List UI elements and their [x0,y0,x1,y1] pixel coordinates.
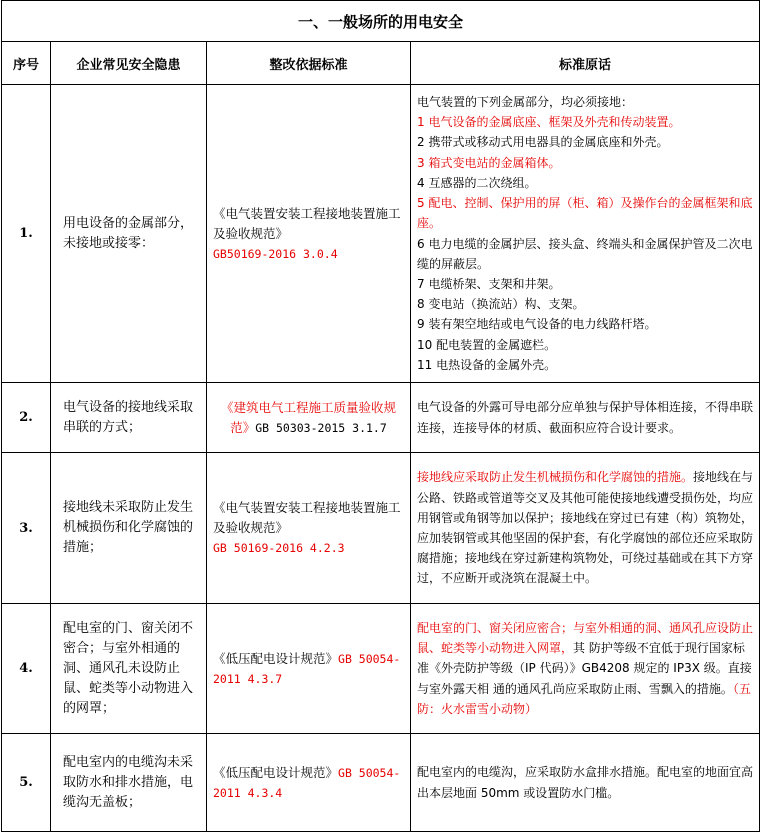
orig-line: 9 装有架空地结或电气设备的电力线路杆塔。 [417,317,657,332]
orig-text: 接地线在与公路、铁路或管道等交叉及其他可能使接地线遭受损伤处，均应用钢管或角钢等加以保护；接地线在穿过已有建（构）筑物处，应加装钢管或其他坚固的保护套，有化学腐蚀的部位还应采取防腐措施；接地线在穿过新建构筑物处，可绕过基础或在其下方穿过，不应断开或浇筑在混凝土中。 [417,470,754,586]
safety-table [1,0,760,832]
orig-line: 11 电热设备的金属外壳。 [417,357,557,372]
row-hazard: 接地线未采取防止发生机械损伤和化学腐蚀的措施； [51,453,207,604]
orig-line: 3 箱式变电站的金属箱体。 [417,155,561,170]
orig-line: 7 电缆桥架、支架和井架。 [417,276,561,291]
orig-emphasis: 接地线应采取防止发生机械损伤和化学腐蚀的措施。 [417,470,694,485]
row-hazard: 配电室内的电缆沟未采取防水和排水措施，电缆沟无盖板； [51,734,207,832]
basis-name: 《电气装置安装工程接地装置施工及验收规范》 [213,500,401,535]
table-row [2,453,760,604]
orig-text: 其 防护等级不宜低于现行国家标准《外壳防护等级（IP 代码）》GB4208 规定的 IP3X 级。直接与室外露天相 通的通风孔尚应采取防止雨、雪飘入的措施。 [417,641,752,696]
row-basis [207,453,411,604]
header-hazard: 企业常见安全隐患 [51,42,207,85]
row-original: 配电室内的电缆沟，应采取防水盒排水措施。配电室的地面宜高出本层地面 50mm 或设置防水门槛。 [411,734,760,832]
basis-name: 《电气装置安装工程接地装置施工及验收规范》 [213,205,401,241]
row-basis [207,85,411,383]
row-basis [207,734,411,832]
basis-name: 《低压配电设计规范》 [213,764,339,780]
table-row [2,383,760,453]
table-row [2,85,760,383]
orig-line: 10 配电装置的金属遮栏。 [417,337,557,352]
table-row [2,734,760,832]
row-seq: 3. [2,453,51,604]
orig-line: 电气装置的下列金属部分，均必须接地： [417,95,634,110]
header-basis: 整改依据标准 [207,42,411,85]
basis-code: GB 50054-2011 4.3.4 [213,765,401,800]
orig-line: 2 携带式或移动式用电器具的金属底座和外壳。 [417,135,669,150]
row-basis [207,604,411,734]
basis-code: GB 50054-2011 4.3.7 [213,651,401,686]
row-original [411,453,760,604]
basis-code: GB 50303-2015 3.1.7 [255,420,387,435]
table-row [2,604,760,734]
row-hazard: 用电设备的金属部分，未接地或接零： [51,85,207,383]
basis-code: GB50169-2016 3.0.4 [213,246,338,261]
table-title: 一、一般场所的用电安全 [2,1,760,42]
row-original [411,85,760,383]
orig-line: 6 电力电缆的金属护层、接头盒、终端头和金属保护管及二次电缆的屏蔽层。 [417,236,753,271]
row-original: 电气设备的外露可导电部分应单独与保护导体相连接，不得串联连接，连接导体的材质、截面积应符合设计要求。 [411,383,760,453]
basis-name: 《建筑电气工程施工质量验收规范》 [220,399,396,435]
row-seq: 1. [2,85,51,383]
orig-line: 1 电气设备的金属底座、框架及外壳和传动装置。 [417,115,681,130]
orig-line: 5 配电、控制、保护用的屏（柜、箱）及操作台的金属框架和底座。 [417,196,753,231]
basis-code: GB 50169-2016 4.2.3 [213,541,345,555]
row-seq: 2. [2,383,51,453]
basis-name: 《低压配电设计规范》 [213,650,339,666]
row-hazard: 配电室的门、窗关闭不密合；与室外相通的洞、通风孔未设防止鼠、蛇类等小动物进入的网罩； [51,604,207,734]
orig-line: 8 变电站（换流站）构、支架。 [417,297,585,312]
row-hazard: 电气设备的接地线采取串联的方式； [51,383,207,453]
orig-note: （五防：火水雷雪小动物） [417,681,751,716]
row-basis [207,383,411,453]
row-seq: 4. [2,604,51,734]
orig-emphasis: 配电室的门、窗关闭应密合；与室外相通的洞、通风孔应设防止鼠、蛇类等小动物进入网罩， [417,620,754,656]
row-seq: 5. [2,734,51,832]
row-original [411,604,760,734]
header-original: 标准原话 [411,42,760,85]
orig-line: 4 互感器的二次绕组。 [417,175,537,190]
header-seq: 序号 [2,42,51,85]
